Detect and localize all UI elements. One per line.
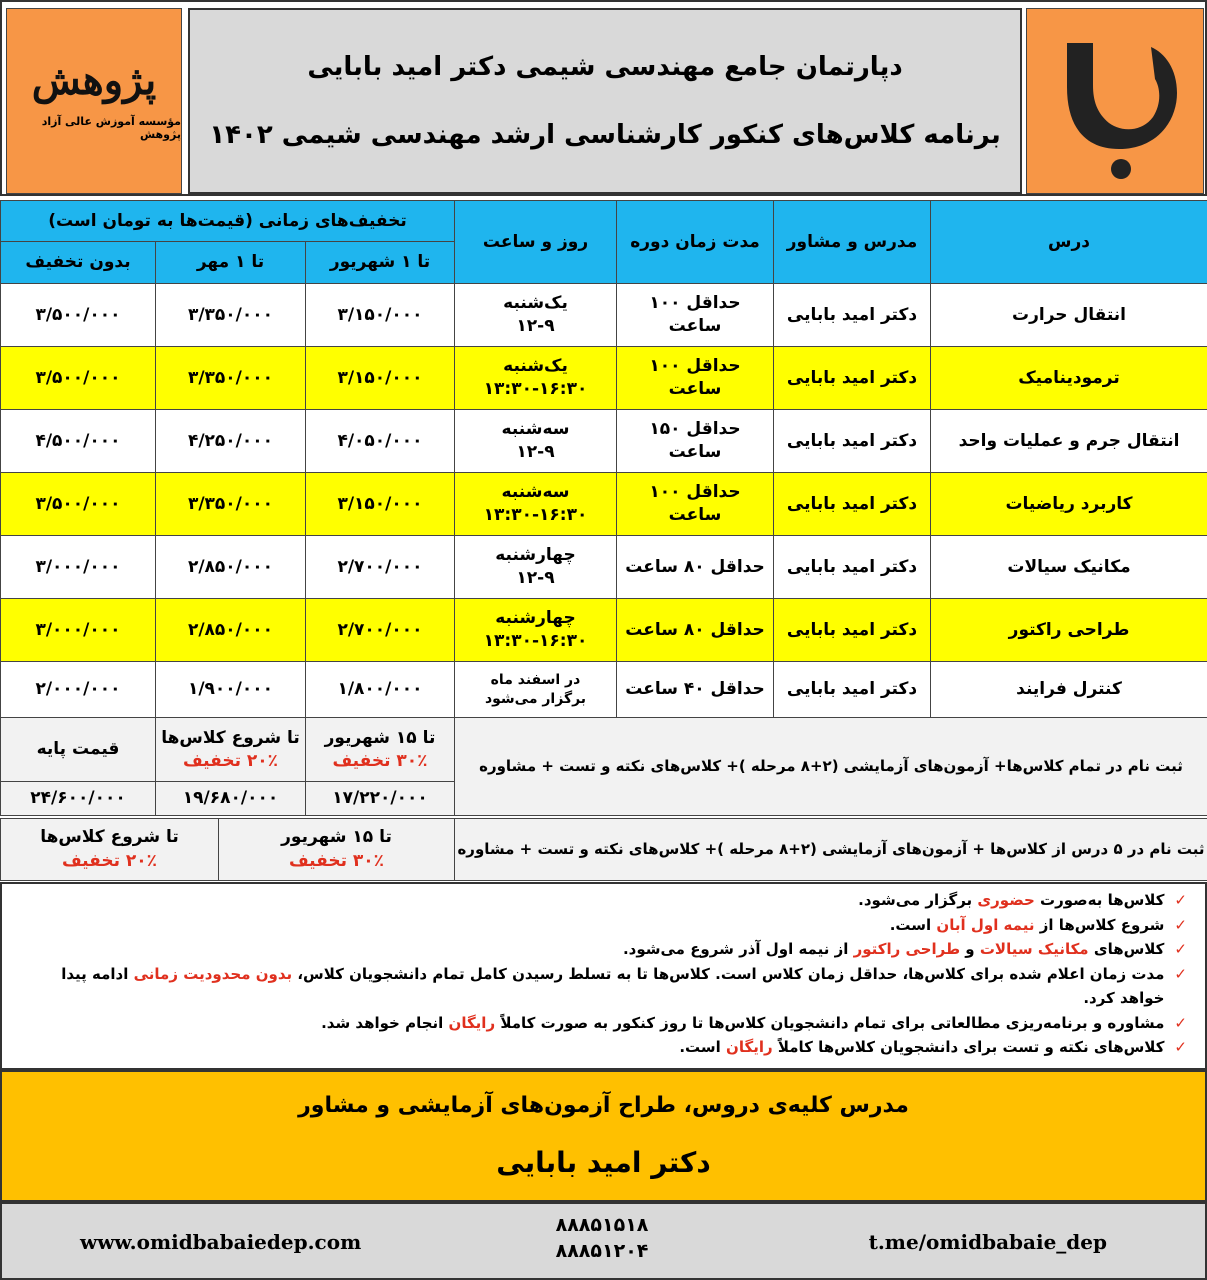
note-text: [12, 962, 1164, 1011]
phone-numbers: [522, 1212, 682, 1264]
offer1-price2: ۱۹/۶۸۰/۰۰۰: [156, 782, 306, 816]
note-segment: انجام خواهد شد.: [321, 1013, 449, 1032]
schedule-time: ۱۳:۳۰-۱۶:۳۰: [483, 631, 588, 651]
page-title: دپارتمان جامع مهندسی شیمی دکتر امید بابایی: [307, 52, 903, 82]
course-cell: کنترل فرایند: [931, 662, 1207, 718]
offer1-col1-discount: ۳۰٪ تخفیف: [332, 750, 428, 771]
page-subtitle: برنامه کلاس‌های کنکور کارشناسی ارشد مهندسی شیمی ۱۴۰۲: [209, 120, 1001, 150]
table-row: [1, 347, 1207, 410]
course-cell: طراحی راکتور: [931, 599, 1207, 662]
table-row: [1, 536, 1207, 599]
schedule-day: چهارشنبه: [495, 545, 576, 566]
offer1-price1: ۱۷/۲۲۰/۰۰۰: [306, 782, 455, 816]
schedule-cell: [455, 473, 617, 536]
table-row: [1, 284, 1207, 347]
price-nodisc-cell: ۲/۰۰۰/۰۰۰: [1, 662, 156, 718]
offer1-label: ثبت نام در تمام کلاس‌ها+ آزمون‌های آزمایشی (۲+۸ مرحله )+ کلاس‌های نکته و تست + مشاوره: [455, 718, 1207, 816]
checkmark-icon: ✓: [1174, 940, 1187, 958]
note-item: [12, 962, 1187, 1011]
pajohesh-logo: [6, 8, 182, 194]
offer2-col2: [1, 819, 219, 881]
schedule-day: یک‌شنبه: [503, 293, 568, 314]
header-until-sep1: تا ۱ شهریور: [306, 242, 455, 284]
note-item: [12, 913, 1187, 938]
note-segment: برگزار می‌شود.: [858, 891, 978, 909]
note-segment: مشاوره و برنامه‌ریزی مطالعاتی برای تمام دانشجویان کلاس‌ها تا روز کنکور به صورت کاملاً: [495, 1013, 1165, 1032]
duration-cell: حداقل ۸۰ ساعت: [617, 599, 774, 662]
teacher-cell: دکتر امید بابایی: [774, 284, 931, 347]
checkmark-icon: ✓: [1174, 1038, 1187, 1056]
phone-1[interactable]: ۸۸۸۵۱۵۱۸: [555, 1214, 649, 1236]
note-highlight: رایگان: [726, 1038, 773, 1056]
checkmark-icon: ✓: [1174, 915, 1187, 934]
price-sep1-cell: ۳/۱۵۰/۰۰۰: [306, 284, 455, 347]
price-oct1-cell: ۳/۳۵۰/۰۰۰: [156, 284, 306, 347]
offer1-price3: ۲۴/۶۰۰/۰۰۰: [1, 782, 156, 816]
course-cell: ترمودینامیک: [931, 347, 1207, 410]
price-sep1-cell: ۴/۰۵۰/۰۰۰: [306, 410, 455, 473]
schedule-cell: [455, 347, 617, 410]
note-highlight: مکانیک سیالات: [979, 940, 1089, 958]
schedule-day: سه‌شنبه: [501, 482, 570, 503]
schedule-cell: [455, 284, 617, 347]
header-course: درس: [931, 201, 1207, 284]
note-segment: شروع کلاس‌ها از: [1034, 915, 1165, 934]
course-cell: کاربرد ریاضیات: [931, 473, 1207, 536]
offer2-table: [0, 818, 1207, 881]
teacher-cell: دکتر امید بابایی: [774, 410, 931, 473]
course-cell: انتقال جرم و عملیات واحد: [931, 410, 1207, 473]
table-row: [1, 473, 1207, 536]
table-row: [1, 662, 1207, 718]
brand-subtitle: مؤسسه آموزش عالی آزاد پژوهش: [41, 115, 181, 141]
brand-logo-text: پژوهش: [31, 57, 157, 104]
offer1-col2-discount: ۲۰٪ تخفیف: [182, 750, 279, 771]
course-cell: انتقال حرارت: [931, 284, 1207, 347]
price-sep1-cell: ۲/۷۰۰/۰۰۰: [306, 536, 455, 599]
offer1-col2-header: [156, 718, 306, 782]
price-nodisc-cell: ۳/۰۰۰/۰۰۰: [1, 536, 156, 599]
note-highlight: طراحی راکتور: [853, 940, 961, 958]
website-link[interactable]: www.omidbabaiedep.com: [80, 1230, 362, 1254]
header-until-oct1: تا ۱ مهر: [156, 242, 306, 284]
note-item: [12, 1011, 1187, 1036]
table-row: [1, 410, 1207, 473]
note-segment: است.: [889, 915, 937, 934]
header-schedule: روز و ساعت: [455, 201, 617, 284]
offer1-col3-header: قیمت پایه: [1, 718, 156, 782]
page-header: [0, 0, 1207, 196]
offer2-col1-title: تا ۱۵ شهریور: [281, 826, 392, 847]
schedule-time: ۱۲-۹: [516, 568, 555, 588]
price-sep1-cell: ۳/۱۵۰/۰۰۰: [306, 473, 455, 536]
schedule-time: برگزار می‌شود: [484, 690, 587, 707]
note-segment: است.: [679, 1038, 727, 1056]
note-highlight: حضوری: [977, 891, 1035, 909]
price-nodisc-cell: ۳/۰۰۰/۰۰۰: [1, 599, 156, 662]
price-oct1-cell: ۱/۹۰۰/۰۰۰: [156, 662, 306, 718]
header-teacher: مدرس و مشاور: [774, 201, 931, 284]
schedule-cell: [455, 536, 617, 599]
checkmark-icon: ✓: [1174, 964, 1187, 983]
duration-cell: حداقل ۴۰ ساعت: [617, 662, 774, 718]
checkmark-icon: ✓: [1174, 1013, 1187, 1032]
notes-list: [0, 882, 1207, 1070]
price-sep1-cell: ۲/۷۰۰/۰۰۰: [306, 599, 455, 662]
title-box: [188, 8, 1022, 194]
note-segment: کلاس‌ها به‌صورت: [1034, 891, 1165, 909]
price-nodisc-cell: ۳/۵۰۰/۰۰۰: [1, 473, 156, 536]
price-oct1-cell: ۲/۸۵۰/۰۰۰: [156, 599, 306, 662]
schedule-day: چهارشنبه: [495, 608, 576, 629]
header-discounts: تخفیف‌های زمانی (قیمت‌ها به تومان است): [1, 201, 455, 242]
offer1-col1-title: تا ۱۵ شهریور: [324, 727, 436, 748]
price-sep1-cell: ۱/۸۰۰/۰۰۰: [306, 662, 455, 718]
duration-cell: حداقل ۱۰۰ ساعت: [617, 347, 774, 410]
schedule-table: [0, 200, 1207, 816]
teacher-cell: دکتر امید بابایی: [774, 599, 931, 662]
department-logo-icon: [1026, 8, 1204, 194]
note-item: [12, 888, 1187, 913]
price-nodisc-cell: ۳/۵۰۰/۰۰۰: [1, 284, 156, 347]
offer2-col2-title: تا شروع کلاس‌ها: [40, 826, 179, 847]
schedule-time: ۱۲-۹: [516, 316, 555, 336]
offer2-col2-discount: ۲۰٪ تخفیف: [61, 850, 158, 871]
note-segment: مدت زمان اعلام شده برای کلاس‌ها، حداقل زمان کلاس است. کلاس‌ها تا به تسلط رسیدن کامل تمام دانشجویان کلاس،: [292, 964, 1165, 983]
note-segment: کلاس‌های: [1088, 940, 1165, 958]
header-duration: مدت زمان دوره: [617, 201, 774, 284]
note-highlight: نیمه اول آبان: [936, 915, 1035, 934]
schedule-cell: [455, 599, 617, 662]
teacher-role: مدرس کلیه‌ی دروس، طراح آزمون‌های آزمایشی و مشاور: [298, 1093, 909, 1118]
note-segment: ادامه پیدا خواهد کرد.: [61, 964, 1165, 1007]
table-row: [1, 599, 1207, 662]
offer2-label: ثبت نام در ۵ درس از کلاس‌ها + آزمون‌های آزمایشی (۲+۸ مرحله )+ کلاس‌های نکته و تست + مشاوره: [455, 819, 1207, 881]
duration-cell: حداقل ۱۰۰ ساعت: [617, 473, 774, 536]
duration-cell: حداقل ۱۰۰ ساعت: [617, 284, 774, 347]
teacher-cell: دکتر امید بابایی: [774, 536, 931, 599]
price-nodisc-cell: ۳/۵۰۰/۰۰۰: [1, 347, 156, 410]
price-nodisc-cell: ۴/۵۰۰/۰۰۰: [1, 410, 156, 473]
phone-2[interactable]: ۸۸۸۵۱۲۰۴: [555, 1240, 649, 1262]
schedule-cell: [455, 410, 617, 473]
price-oct1-cell: ۳/۳۵۰/۰۰۰: [156, 347, 306, 410]
offer1-col2-title: تا شروع کلاس‌ها: [161, 727, 300, 748]
schedule-time: ۱۳:۳۰-۱۶:۳۰: [483, 379, 588, 399]
schedule-time: ۱۳:۳۰-۱۶:۳۰: [483, 505, 588, 525]
schedule-time: ۱۲-۹: [516, 442, 555, 462]
teacher-cell: دکتر امید بابایی: [774, 473, 931, 536]
telegram-link[interactable]: t.me/omidbabaie_dep: [868, 1230, 1107, 1254]
schedule-day: در اسفند ماه: [490, 671, 581, 688]
offer1-col1-header: [306, 718, 455, 782]
teacher-cell: دکتر امید بابایی: [774, 662, 931, 718]
schedule-cell: [455, 662, 617, 718]
note-segment: کلاس‌های نکته و تست برای دانشجویان کلاس‌ها کاملاً: [772, 1038, 1165, 1056]
price-oct1-cell: ۴/۲۵۰/۰۰۰: [156, 410, 306, 473]
course-cell: مکانیک سیالات: [931, 536, 1207, 599]
note-text: [321, 1011, 1164, 1036]
note-segment: از نیمه اول آذر شروع می‌شود.: [622, 940, 854, 958]
note-highlight: رایگان: [448, 1013, 496, 1032]
teacher-cell: دکتر امید بابایی: [774, 347, 931, 410]
offer2-col1: [219, 819, 455, 881]
offer2-col1-discount: ۳۰٪ تخفیف: [288, 850, 385, 871]
note-highlight: بدون محدودیت زمانی: [133, 964, 293, 983]
teacher-name: دکتر امید بابایی: [496, 1146, 711, 1179]
note-text: [623, 937, 1164, 962]
note-item: [12, 1035, 1187, 1060]
schedule-day: یک‌شنبه: [503, 356, 568, 377]
header-no-discount: بدون تخفیف: [1, 242, 156, 284]
duration-cell: حداقل ۱۵۰ ساعت: [617, 410, 774, 473]
note-text: [858, 888, 1164, 913]
teacher-banner: [0, 1070, 1207, 1202]
checkmark-icon: ✓: [1174, 891, 1187, 909]
price-oct1-cell: ۲/۸۵۰/۰۰۰: [156, 536, 306, 599]
note-item: [12, 937, 1187, 962]
note-text: [679, 1035, 1164, 1060]
price-oct1-cell: ۳/۳۵۰/۰۰۰: [156, 473, 306, 536]
price-sep1-cell: ۳/۱۵۰/۰۰۰: [306, 347, 455, 410]
note-segment: و: [960, 940, 980, 958]
note-text: [890, 913, 1165, 938]
schedule-day: سه‌شنبه: [501, 419, 570, 440]
footer: [0, 1202, 1207, 1280]
duration-cell: حداقل ۸۰ ساعت: [617, 536, 774, 599]
